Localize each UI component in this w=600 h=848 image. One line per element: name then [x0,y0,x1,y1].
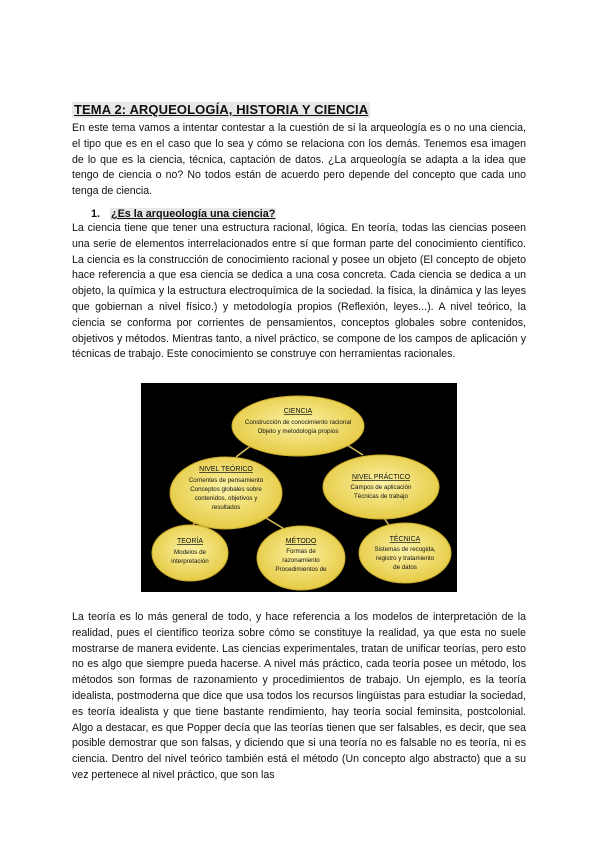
section-number: 1. [91,208,101,220]
tecnica-title: TÉCNICA [389,536,421,543]
intro-paragraph: En este tema vamos a intentar contestar a la cuestión de si la arqueología es o no una ciencia, el tipo que es en el caso que lo sea y cómo se relaciona con los demás. Tenemos esa imagen de lo que es la ciencia, técnica, captación de datos. ¿La arqueología se adapta a la idea que tengo de ciencia o no? No todos están de acuerdo pero depende del concepto que cada uno tenga de ciencia. [72,122,526,198]
teorico-title: NIVEL TEÓRICO [199,466,253,473]
teoria-title: TEORÍA [176,538,204,545]
metodo-line: razonamiento [282,557,320,564]
metodo-line: Procedimientos de [275,566,327,573]
teorico-line: resultados [211,504,241,511]
section-heading [91,207,276,222]
practico-title: NIVEL PRÁCTICO [351,474,411,481]
page-title: TEMA 2: ARQUEOLOGÍA, HISTORIA Y CIENCIA [74,102,369,117]
tecnica-line: de datos [393,564,417,571]
teoria-line: Modelos de [174,549,206,556]
tecnica-line: Sistemas de recogida, [374,546,436,553]
diagram-svg [141,383,457,592]
section-heading-text: ¿Es la arqueología una ciencia? [111,208,276,220]
science-diagram [141,383,457,592]
node-tecnica [359,523,451,583]
node-ciencia [232,396,364,456]
paragraph-2: La teoría es lo más general de todo, y hace referencia a los modelos de interpretación de la realidad, pues el científico teoriza sobre cómo se constituye la realidad, ya que esta no suele mostrarse de manera evidente. Las ciencias experimentales, tratan de unificar teorías, pero esto no es algo que siempre pueda hacerse. A nivel más práctico, cada teoría posee un método, los métodos son formas de razonamiento y procedimientos de trabajo. Un ejemplo, es la teoría idealista, postmoderna que dice que usa todos los recursos lingüistas para estudiar la sociedad, es teoría idealista y que tiene bastante rendimiento, hay teoría social feminsita, postcolonial. Algo a destacar, es que Popper decía que las teorías tienen que ser falsables, es decir, que sea posible demostrar que son falsas, y diciendo que si una teoría no es falsable no es teoría, ni es ciencia. Dentro del nivel teórico también está el método (Un concepto algo abstracto) que a su vez pertenece al nivel práctico, que son las [72,611,526,781]
metodo-title: MÉTODO [285,538,317,545]
teorico-line: Corrientes de pensamiento [188,477,264,484]
ciencia-line: Objeto y metodología propios [257,428,339,435]
section1-paragraph: La ciencia tiene que tener una estructura racional, lógica. En teoría, todas las ciencias poseen una serie de elementos interrelacionados entre sí que forman parte del conocimiento científico. La ciencia es la construcción de conocimiento racional y posee un objeto (El concepto de objeto hace referencia a que esa ciencia se dedica a una cosa concreta. Cada ciencia se dedica a un objeto, la química y la estructura electroquímica de la sociedad. la física, la dinámica y las leyes que gobiernan a nivel físico.) y metodología propios (Reflexión, leyes...). A nivel teórico, la ciencia se conforma por corrientes de pensamientos, conceptos globales sobre contenidos, objetivos y métodos. Mientras tanto, a nivel práctico, se compone de los campos de aplicación y técnicas de trabajo. Este conocimiento se construye con herramientas racionales. [72,222,526,361]
ciencia-title: CIENCIA [283,408,313,415]
ciencia-line: Construcción de conocimiento racional [244,419,352,426]
practico-line: Técnicas de trabajo [354,493,408,500]
metodo-line: Formas de [286,548,316,555]
teorico-line: Conceptos globales sobre [190,486,262,493]
teoria-line: interpretación [171,558,209,565]
tecnica-line: registro y tratamiento [375,555,435,562]
teorico-line: contenidos, objetivos y [194,495,258,502]
practico-line: Campos de aplicación [350,484,412,491]
